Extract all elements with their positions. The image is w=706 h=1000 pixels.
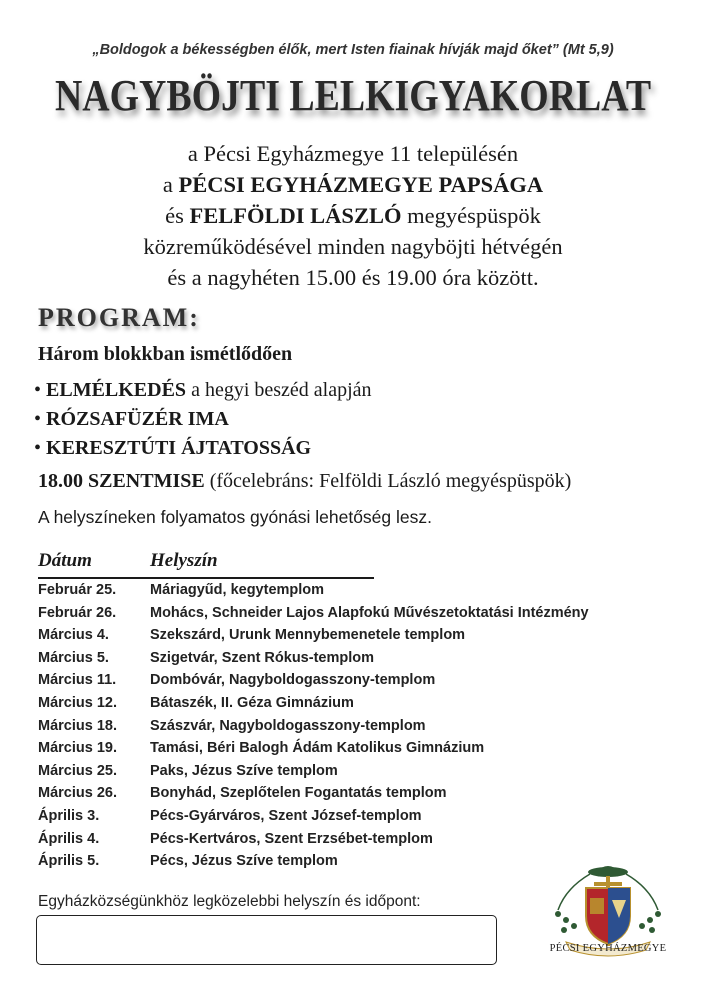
program-item: • RÓZSAFÜZÉR IMA	[34, 408, 229, 430]
confession-note: A helyszíneken folyamatos gyónási lehetőség lesz.	[38, 507, 432, 527]
intro-line-4: közreműködésével minden nagyböjti hétvégén	[143, 234, 563, 259]
table-row: Április 4. Pécs-Kertváros, Szent Erzsébet-templom	[38, 830, 433, 847]
program-subheading: Három blokkban ismétlődően	[38, 343, 293, 365]
schedule-header	[38, 550, 374, 579]
bullet-icon: •	[34, 408, 42, 430]
page-title: NAGYBÖJTI LELKIGYAKORLAT	[54, 71, 652, 120]
table-row: Február 25. Máriagyűd, kegytemplom	[38, 582, 325, 598]
nearest-location-label: Egyházközségünkhöz legközelebbi helyszín és időpont:	[38, 893, 421, 910]
intro	[0, 138, 706, 293]
table-row: Március 5. Szigetvár, Szent Rókus-templom	[38, 649, 374, 666]
program-item: • ELMÉLKEDÉS a hegyi beszéd alapján	[34, 379, 372, 401]
intro-line-3: és FELFÖLDI LÁSZLÓ megyéspüspök	[165, 203, 541, 228]
schedule-table	[38, 582, 678, 876]
intro-line-1: a Pécsi Egyházmegye 11 településén	[187, 141, 519, 166]
date-column-header: Dátum	[38, 550, 92, 571]
bullet-icon: •	[34, 437, 42, 459]
table-row: Április 5. Pécs, Jézus Szíve templom	[38, 853, 338, 870]
table-row: Március 11. Dombóvár, Nagyboldogasszony-templom	[38, 672, 436, 689]
table-row: Március 19. Tamási, Béri Balogh Ádám Katolikus Gimnázium	[38, 740, 485, 757]
bishop-name: FELFÖLDI LÁSZLÓ	[189, 203, 402, 228]
bullet-icon: •	[34, 379, 42, 401]
table-row: Március 26. Bonyhád, Szeplőtelen Fogantatás templom	[38, 785, 447, 802]
intro-line-2: a PÉCSI EGYHÁZMEGYE PAPSÁGA	[162, 172, 544, 197]
table-row: Április 3. Pécs-Gyárváros, Szent József-templom	[38, 807, 422, 824]
logo-caption: PÉCSI EGYHÁZMEGYE	[549, 943, 667, 954]
mass-info: 18.00 SZENTMISE (főcelebráns: Felföldi László megyéspüspök)	[38, 470, 572, 492]
table-row: Március 25. Paks, Jézus Szíve templom	[38, 762, 338, 779]
program-item: • KERESZTÚTI ÁJTATOSSÁG	[34, 437, 312, 459]
intro-line-5: és a nagyhéten 15.00 és 19.00 óra között.	[167, 265, 539, 290]
table-row: Március 12. Bátaszék, II. Géza Gimnázium	[38, 694, 354, 711]
program-heading: PROGRAM:	[38, 303, 200, 332]
place-column-header: Helyszín	[150, 550, 218, 571]
clergy-name: PÉCSI EGYHÁZMEGYE PAPSÁGA	[178, 172, 544, 197]
table-row: Március 4. Szekszárd, Urunk Mennybemenetele templom	[38, 627, 466, 644]
program-list	[34, 376, 372, 463]
table-row: Február 26. Mohács, Schneider Lajos Alapfokú Művészetoktatási Intézmény	[38, 604, 589, 621]
nearest-location-field[interactable]	[36, 915, 497, 965]
table-row: Március 18. Szászvár, Nagyboldogasszony-templom	[38, 717, 426, 734]
quote: „Boldogok a békességben élők, mert Isten fiainak hívják majd őket” (Mt 5,9)	[92, 42, 614, 58]
